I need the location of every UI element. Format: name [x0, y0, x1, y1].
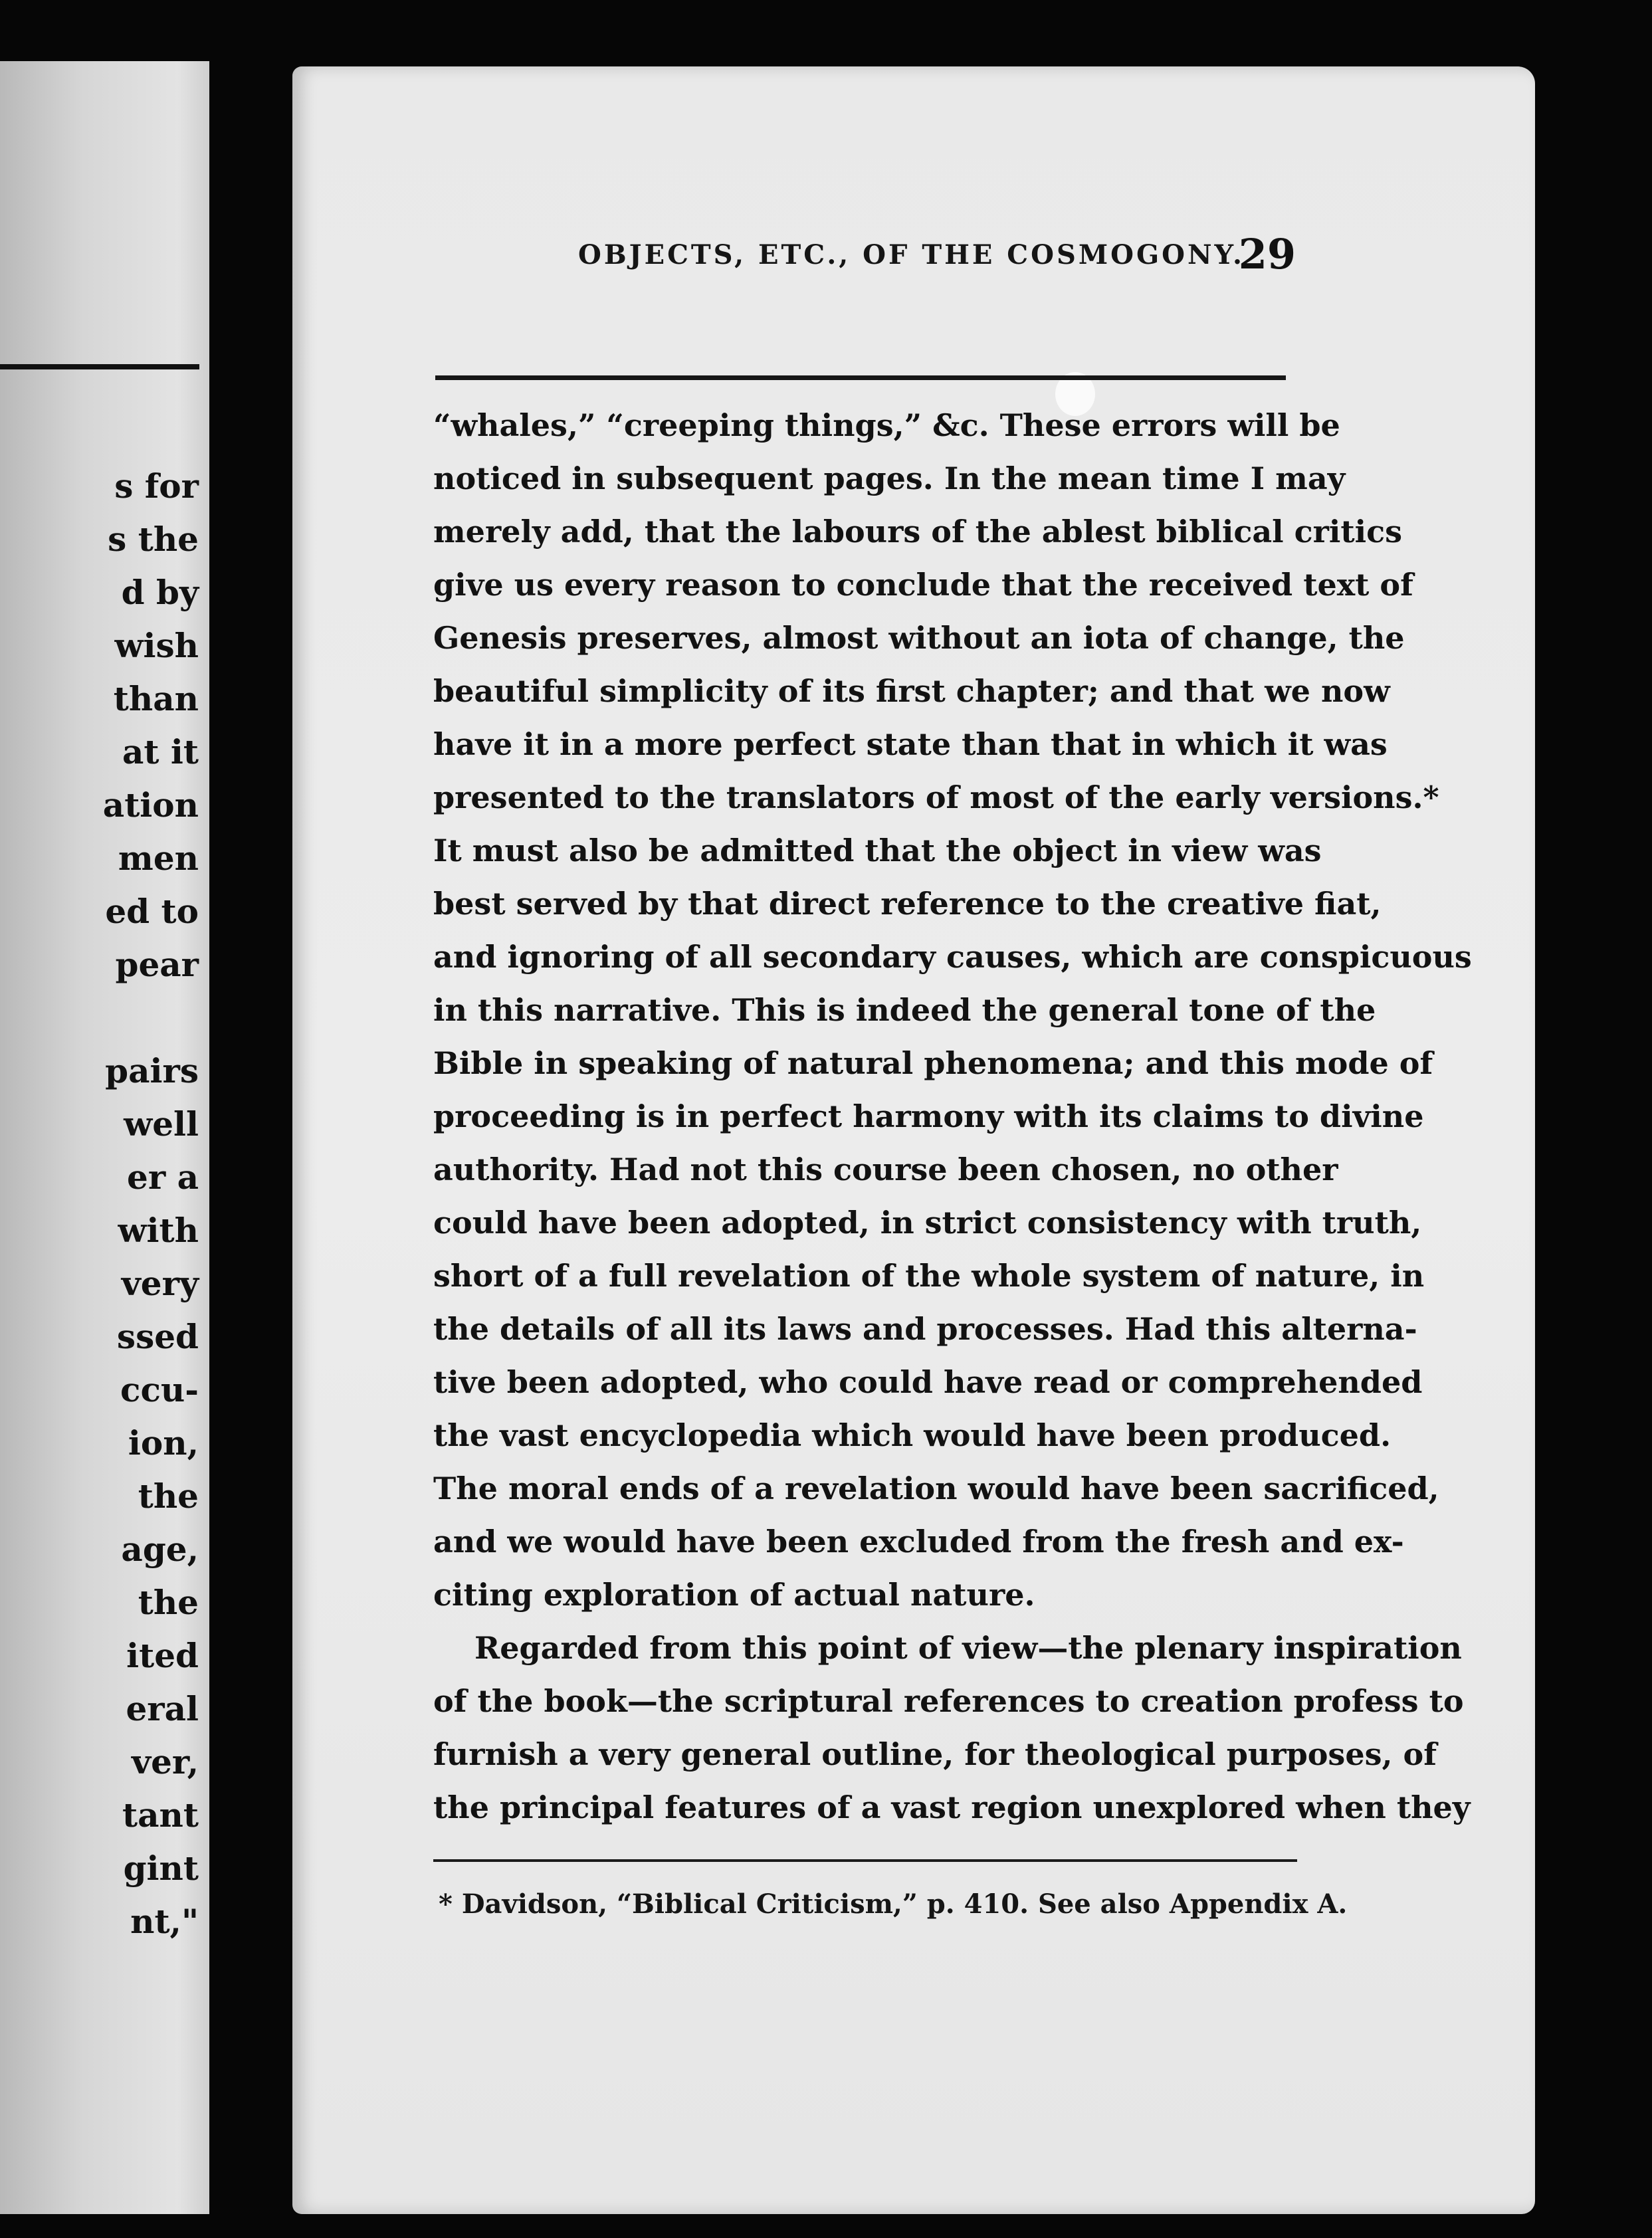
previous-page-line: d by: [121, 573, 199, 612]
text-line: presented to the translators of most of the early versions.*: [433, 779, 1439, 815]
previous-page-line: eral: [126, 1689, 199, 1728]
previous-page-line: er a: [127, 1158, 199, 1197]
text-line: Bible in speaking of natural phenomena; and this mode of: [433, 1045, 1433, 1081]
previous-page-line: s for: [114, 466, 199, 506]
previous-page-line: gint: [123, 1849, 199, 1888]
previous-page-line: ation: [102, 785, 199, 825]
previous-page-line: at it: [122, 732, 199, 771]
page-number: 29: [1238, 230, 1296, 278]
running-head: [292, 230, 1296, 292]
header-rule: [435, 375, 1286, 380]
text-line: Genesis preserves, almost without an iota of change, the: [433, 620, 1405, 656]
previous-page-line: ssed: [116, 1317, 199, 1356]
previous-page-line: ited: [126, 1636, 199, 1675]
previous-page-line: than: [113, 679, 199, 718]
previous-page-line: nt,": [130, 1902, 199, 1941]
text-line: have it in a more perfect state than that in which it was: [433, 726, 1388, 762]
previous-page-line: wish: [114, 626, 199, 665]
text-line: beautiful simplicity of its first chapter; and that we now: [433, 673, 1390, 709]
previous-page-line: ion,: [128, 1423, 199, 1463]
previous-page-line: tant: [122, 1795, 199, 1835]
previous-page-line: the: [138, 1583, 199, 1622]
text-line: the principal features of a vast region unexplored when they: [433, 1789, 1471, 1825]
previous-page-gap: [103, 991, 199, 1045]
text-line: and ignoring of all secondary causes, which are conspicuous: [433, 939, 1472, 975]
text-line: the details of all its laws and processes. Had this alterna-: [433, 1311, 1417, 1347]
text-line: and we would have been excluded from the fresh and ex-: [433, 1524, 1404, 1560]
previous-page-line: s the: [108, 520, 199, 559]
text-line: It must also be admitted that the object in view was: [433, 833, 1322, 868]
text-line: tive been adopted, who could have read or comprehended: [433, 1364, 1423, 1400]
previous-page-line: pairs: [105, 1051, 199, 1090]
previous-page-line: men: [118, 839, 199, 878]
text-line: “whales,” “creeping things,” &c. These errors will be: [433, 407, 1340, 443]
previous-page-edge: [0, 61, 209, 2214]
text-line: authority. Had not this course been chosen, no other: [433, 1152, 1338, 1187]
text-line: citing exploration of actual nature.: [433, 1577, 1035, 1613]
previous-page-line: ver,: [132, 1742, 199, 1781]
previous-page-text: [103, 460, 199, 1948]
body-text: [433, 399, 1472, 1841]
previous-page-line: ed to: [105, 892, 199, 931]
text-line: of the book—the scriptural references to creation profess to: [433, 1683, 1464, 1719]
text-line: furnish a very general outline, for theological purposes, of: [433, 1736, 1437, 1772]
text-line: in this narrative. This is indeed the general tone of the: [433, 992, 1376, 1028]
previous-page-rule: [0, 364, 199, 369]
previous-page-line: very: [121, 1264, 199, 1303]
previous-page-line: with: [118, 1211, 199, 1250]
text-line: the vast encyclopedia which would have been produced.: [433, 1417, 1392, 1453]
text-line: give us every reason to conclude that the received text of: [433, 567, 1413, 603]
text-line: short of a full revelation of the whole system of nature, in: [433, 1258, 1425, 1294]
text-line: Regarded from this point of view—the plenary inspiration: [474, 1630, 1462, 1666]
previous-page-line: ccu-: [120, 1370, 199, 1409]
text-line: The moral ends of a revelation would have been sacrificed,: [433, 1471, 1439, 1506]
footnote-rule: [433, 1859, 1297, 1862]
running-title: OBJECTS, ETC., OF THE COSMOGONY.: [578, 239, 1245, 270]
previous-page-line: well: [124, 1104, 199, 1144]
text-line: merely add, that the labours of the ablest biblical critics: [433, 514, 1403, 550]
previous-page-line: the: [138, 1476, 199, 1516]
previous-page-line: pear: [115, 945, 199, 984]
text-line: could have been adopted, in strict consistency with truth,: [433, 1205, 1422, 1241]
text-line: noticed in subsequent pages. In the mean time I may: [433, 460, 1346, 496]
text-line: proceeding is in perfect harmony with its claims to divine: [433, 1098, 1424, 1134]
text-line: best served by that direct reference to the creative fiat,: [433, 886, 1382, 922]
previous-page-line: age,: [121, 1530, 199, 1569]
footnote: * Davidson, “Biblical Criticism,” p. 410. See also Appendix A.: [439, 1888, 1348, 1920]
